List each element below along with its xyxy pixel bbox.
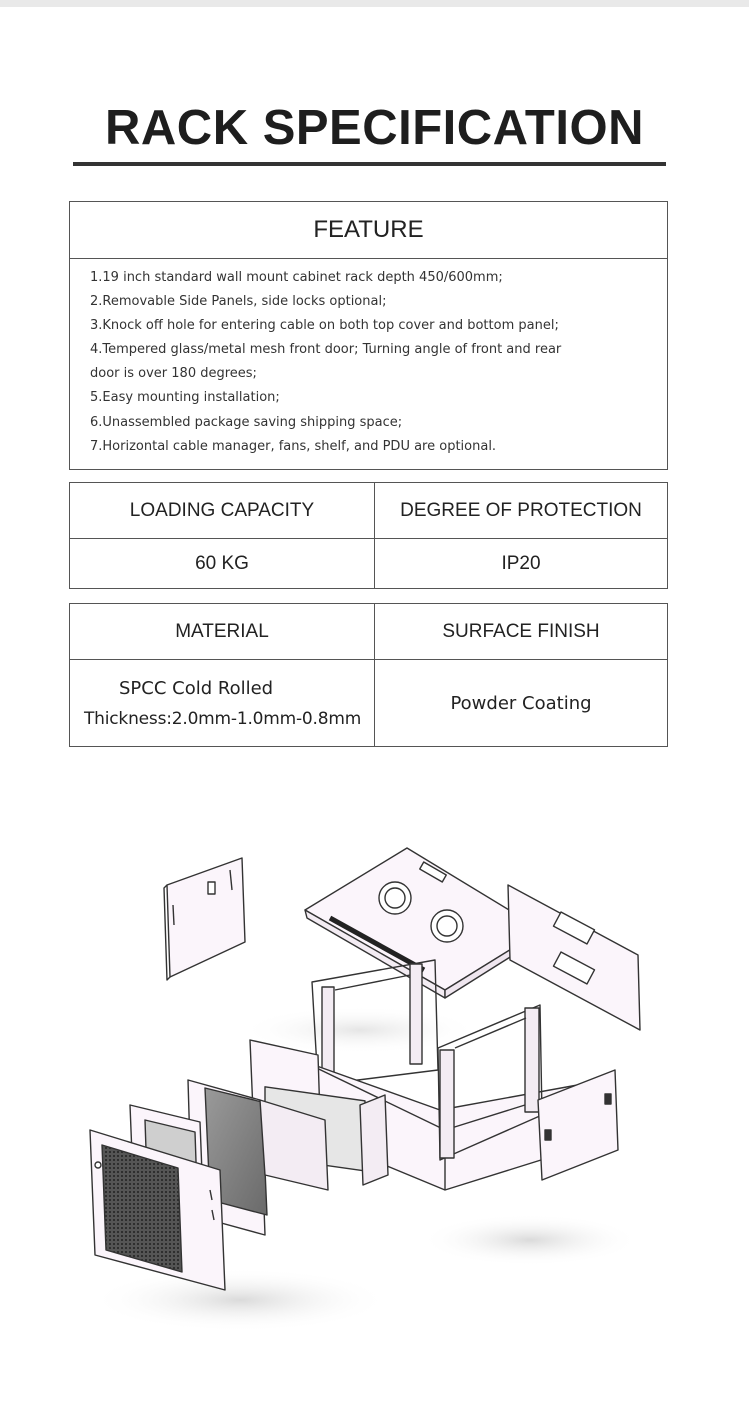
feature-item: 1.19 inch standard wall mount cabinet rack depth 450/600mm;: [90, 270, 503, 285]
feature-box: [69, 201, 668, 470]
material-value-line1: SPCC Cold Rolled: [119, 677, 274, 699]
feature-item: 7.Horizontal cable manager, fans, shelf, and PDU are optional.: [90, 438, 497, 454]
material-header: MATERIAL: [70, 604, 375, 660]
exploded-rack-cabinet-icon: [60, 830, 690, 1350]
feature-item: 2.Removable Side Panels, side locks optional;: [90, 294, 387, 310]
feature-list: [70, 259, 667, 459]
feature-heading: FEATURE: [70, 202, 667, 259]
surface-finish-header: SURFACE FINISH: [375, 604, 667, 660]
top-strip: [0, 0, 749, 7]
feature-item: door is over 180 degrees;: [90, 366, 257, 382]
loading-capacity-header: LOADING CAPACITY: [70, 483, 375, 539]
feature-item: 3.Knock off hole for entering cable on both top cover and bottom panel;: [90, 318, 559, 334]
surface-finish-value: Powder Coating: [450, 692, 592, 714]
material-value: [70, 660, 375, 746]
feature-item: 4.Tempered glass/metal mesh front door; Turning angle of front and rear: [90, 342, 562, 358]
page-title: RACK SPECIFICATION: [105, 101, 644, 155]
protection-degree-header: DEGREE OF PROTECTION: [375, 483, 667, 539]
feature-item: 5.Easy mounting installation;: [90, 390, 280, 406]
material-value-line2: Thickness:2.0mm-1.0mm-0.8mm: [84, 708, 362, 729]
feature-item: 6.Unassembled package saving shipping space;: [90, 414, 403, 430]
capacity-table: [69, 482, 668, 589]
protection-degree-value: IP20: [501, 552, 541, 574]
loading-capacity-value: 60 KG: [70, 539, 375, 588]
title-underline: [73, 162, 666, 166]
material-table: [69, 603, 668, 747]
